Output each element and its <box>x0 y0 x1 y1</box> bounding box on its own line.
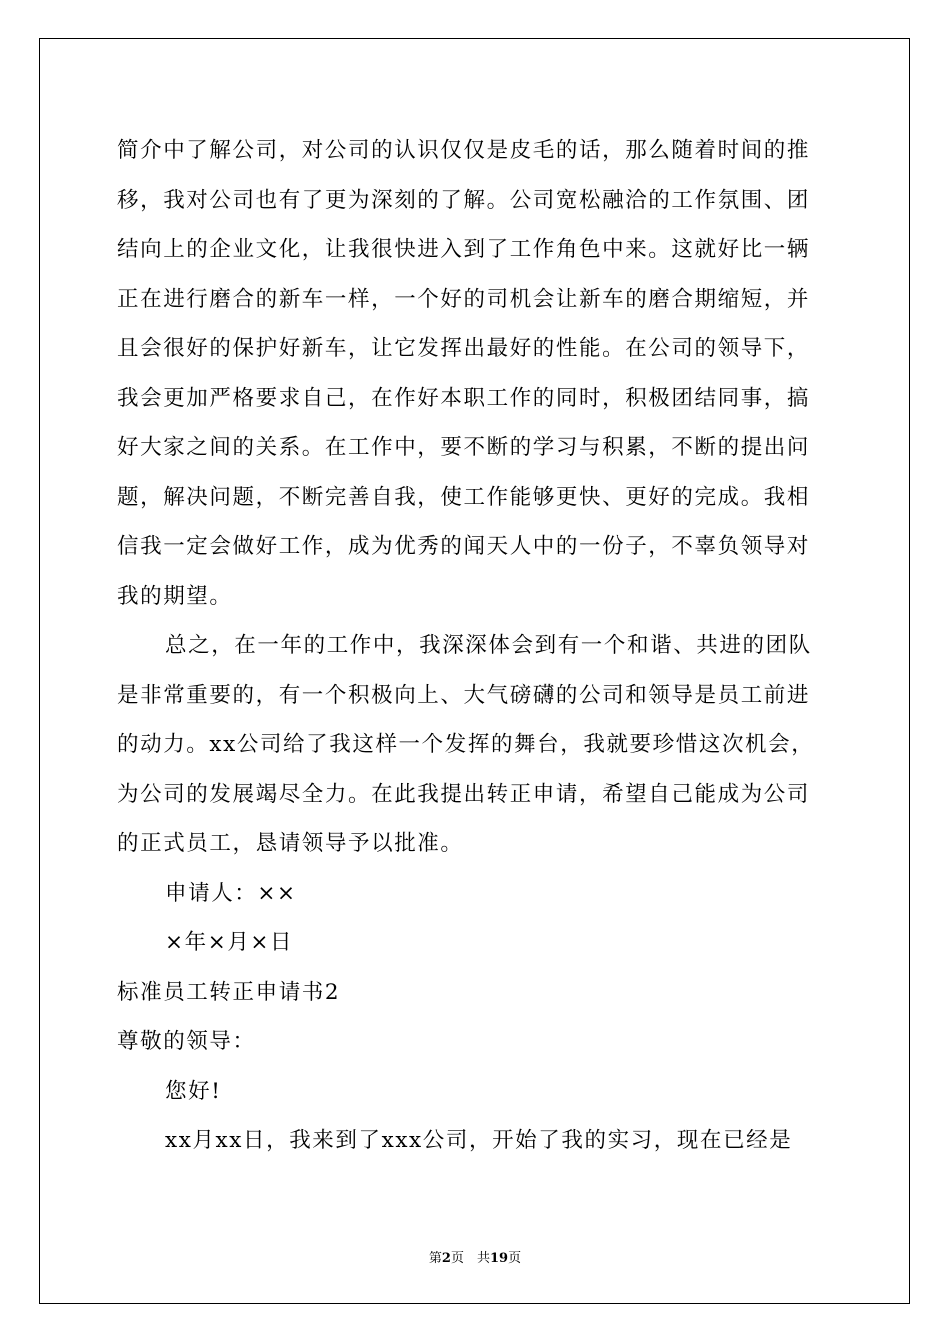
footer-suffix: 页 <box>508 1251 522 1266</box>
paragraph-start-line: 总之，在一年的工作中，我深深体会到有一个和谐、共进的团队 <box>165 633 812 658</box>
footer-page-number: 2 <box>441 1251 451 1266</box>
body-line: 移，我对公司也有了更为深刻的了解。公司宽松融洽的工作氛围、团 <box>117 187 811 213</box>
body-line: 的正式员工，恳请领导予以批准。 <box>117 831 464 856</box>
body-line: 的动力。xx公司给了我这样一个发挥的舞台，我就要珍惜这次机会， <box>117 732 815 757</box>
body-line: 是非常重要的，有一个积极向上、大气磅礴的公司和领导是员工前进 <box>117 682 811 708</box>
document-body <box>117 126 837 1166</box>
body-line: 正在进行磨合的新车一样，一个好的司机会让新车的磨合期缩短，并 <box>117 286 811 312</box>
section-title: 标准员工转正申请书2 <box>117 979 341 1005</box>
body-line: 且会很好的保护好新车，让它发挥出最好的性能。在公司的领导下， <box>117 336 811 361</box>
paragraph-start-line: xx月xx日，我来到了xxx公司，开始了我的实习，现在已经是 <box>165 1128 793 1153</box>
body-line: 好大家之间的关系。在工作中，要不断的学习与积累，不断的提出问 <box>117 435 811 460</box>
body-line: 为公司的发展竭尽全力。在此我提出转正申请，希望自己能成为公司 <box>117 781 811 807</box>
body-line: 简介中了解公司，对公司的认识仅仅是皮毛的话，那么随着时间的推 <box>117 138 811 163</box>
body-line: 题，解决问题，不断完善自我，使工作能够更快、更好的完成。我相 <box>117 484 811 510</box>
body-line: 我的期望。 <box>117 583 233 609</box>
footer-prefix: 第 <box>428 1251 442 1266</box>
salutation: 尊敬的领导： <box>117 1029 256 1054</box>
applicant-line: 申请人：×× <box>165 880 297 906</box>
body-line: 我会更加严格要求自己，在作好本职工作的同时，积极团结同事，搞 <box>117 385 811 411</box>
body-line: 结向上的企业文化，让我很快进入到了工作角色中来。这就好比一辆 <box>117 237 811 262</box>
page-footer <box>0 1247 950 1266</box>
date-line: ×年×月×日 <box>165 930 294 955</box>
footer-middle: 页 共 <box>450 1251 490 1266</box>
body-line: 信我一定会做好工作，成为优秀的闻天人中的一份子，不辜负领导对 <box>117 534 811 559</box>
footer-total-pages: 19 <box>489 1251 509 1266</box>
greeting: 您好! <box>165 1078 222 1104</box>
